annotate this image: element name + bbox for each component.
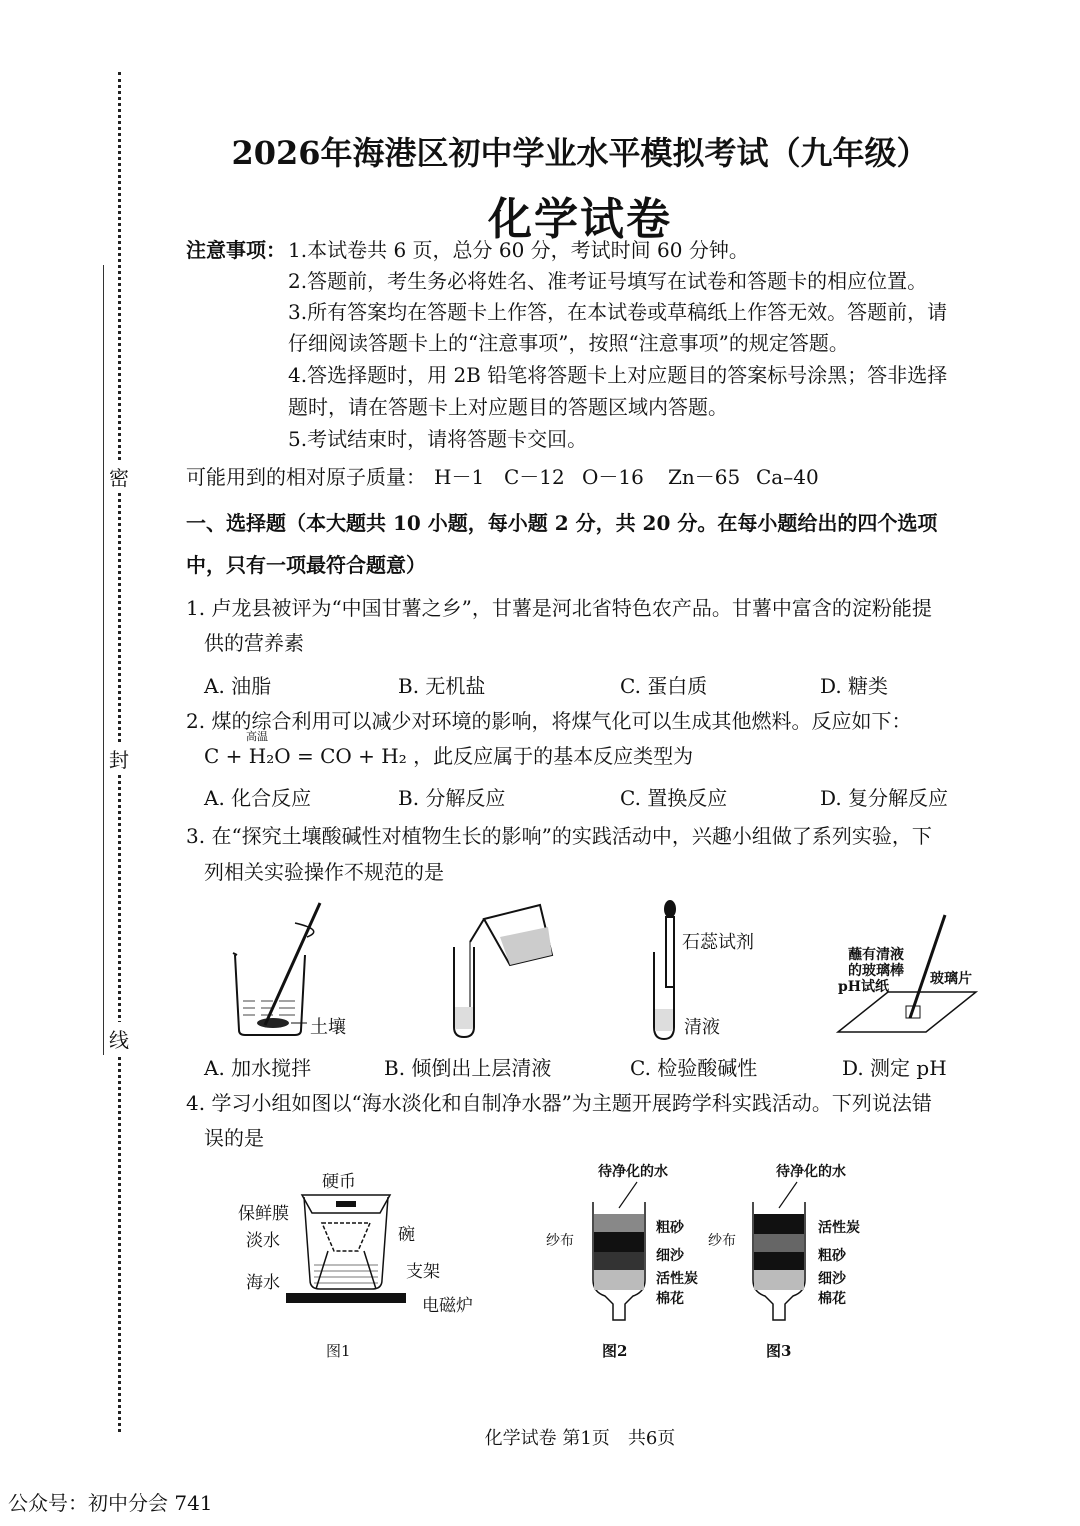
q4-figure-1 bbox=[280, 1185, 420, 1315]
subject-title: 化学试卷 bbox=[488, 194, 672, 245]
note-line-2: 2.答题前，考生务必将姓名、准考证号填写在试卷和答题卡的相应位置。 bbox=[288, 269, 928, 293]
atomic-mass-o: O－16 bbox=[582, 465, 644, 489]
q3-label-glass: 玻璃片 bbox=[930, 971, 972, 987]
q3-stem-line2: 列相关实验操作不规范的是 bbox=[204, 860, 444, 884]
notes-label: 注意事项： bbox=[186, 238, 286, 262]
note-line-6: 题时，请在答题卡上对应题目的答题区域内答题。 bbox=[288, 395, 728, 419]
q4-figure-2 bbox=[585, 1180, 665, 1330]
q1-stem-line1: 1. 卢龙县被评为“中国甘薯之乡”，甘薯是河北省特色农产品。甘薯中富含的淀粉能提 bbox=[186, 596, 932, 620]
q3-label-ph-paper: pH试纸 bbox=[838, 979, 890, 995]
q1-option-a: A. 油脂 bbox=[204, 674, 272, 698]
fig2-caption: 图2 bbox=[602, 1342, 628, 1360]
fig1-label-coin: 硬币 bbox=[322, 1172, 356, 1192]
q3-option-a: A. 加水搅拌 bbox=[204, 1056, 312, 1080]
fig3-layer-3: 细沙 bbox=[818, 1271, 846, 1287]
note-line-5: 4.答选择题时，用 2B 铅笔将答题卡上对应题目的答案标号涂黑；答非选择 bbox=[288, 363, 948, 387]
note-line-3: 3.所有答案均在答题卡上作答，在本试卷或草稿纸上作答无效。答题前，请 bbox=[288, 300, 948, 324]
q3-label-litmus: 石蕊试剂 bbox=[682, 932, 754, 953]
note-line-4: 仔细阅读答题卡上的“注意事项”，按照“注意事项”的规定答题。 bbox=[288, 331, 849, 355]
q3-label-clear: 清液 bbox=[684, 1017, 720, 1038]
q1-option-d: D. 糖类 bbox=[820, 674, 889, 698]
q3-label-soil: 土壤 bbox=[310, 1017, 346, 1038]
fig2-layer-3: 活性炭 bbox=[656, 1271, 698, 1287]
q4-stem-line1: 4. 学习小组如图以“海水淡化和自制净水器”为主题开展跨学科实践活动。下列说法错 bbox=[186, 1091, 932, 1115]
q3-label-rod-2: 的玻璃棒 bbox=[848, 963, 904, 979]
q2-option-a: A. 化合反应 bbox=[204, 786, 312, 810]
fig1-label-stand: 支架 bbox=[406, 1262, 440, 1282]
q3-label-rod-1: 蘸有清液 bbox=[848, 947, 904, 963]
q1-option-c: C. 蛋白质 bbox=[620, 674, 708, 698]
atomic-mass-ca: Ca–40 bbox=[756, 465, 819, 489]
exam-title: 2026年海港区初中学业水平模拟考试（九年级） bbox=[231, 134, 929, 172]
atomic-mass-h: H－1 bbox=[434, 465, 485, 489]
q3-option-d: D. 测定 pH bbox=[842, 1056, 947, 1080]
q4-stem-line2: 误的是 bbox=[204, 1126, 264, 1150]
q3-option-b: B. 倾倒出上层清液 bbox=[384, 1056, 552, 1080]
section1-line1: 一、选择题（本大题共 10 小题，每小题 2 分，共 20 分。在每小题给出的四个选项 bbox=[186, 511, 938, 535]
atomic-mass-zn: Zn－65 bbox=[668, 465, 741, 489]
fig2-label-top: 待净化的水 bbox=[598, 1164, 668, 1180]
note-line-7: 5.考试结束时，请将答题卡交回。 bbox=[288, 427, 588, 451]
atomic-mass-c: C－12 bbox=[504, 465, 565, 489]
fig3-layer-4: 棉花 bbox=[818, 1291, 846, 1307]
note-line-1: 1.本试卷共 6 页，总分 60 分，考试时间 60 分钟。 bbox=[288, 238, 749, 262]
fig3-label-cloth: 纱布 bbox=[708, 1233, 736, 1249]
section1-line2: 中，只有一项最符合题意） bbox=[186, 553, 426, 577]
q2-condition: 高温 bbox=[246, 730, 268, 743]
watermark-text: 公众号：初中分会 741 bbox=[8, 1491, 213, 1515]
margin-mi: 密 bbox=[109, 460, 129, 493]
atomic-mass-label: 可能用到的相对原子质量： bbox=[186, 465, 426, 489]
q2-option-c: C. 置换反应 bbox=[620, 786, 728, 810]
fig1-caption: 图1 bbox=[326, 1342, 351, 1360]
page-footer: 化学试卷 第1页 共6页 bbox=[484, 1428, 676, 1449]
fig1-label-sea-water: 海水 bbox=[246, 1273, 280, 1293]
q4-figure-3 bbox=[745, 1180, 825, 1330]
q2-equation: C + H₂O = CO + H₂ ，此反应属于的基本反应类型为 bbox=[204, 744, 694, 768]
q3-figure-b bbox=[440, 897, 560, 1042]
fig1-label-fresh-water: 淡水 bbox=[246, 1231, 280, 1251]
fig1-label-stove: 电磁炉 bbox=[422, 1296, 473, 1316]
fig3-layer-1: 活性炭 bbox=[818, 1220, 860, 1236]
q2-option-b: B. 分解反应 bbox=[398, 786, 506, 810]
q2-option-d: D. 复分解反应 bbox=[820, 786, 949, 810]
fig1-label-film: 保鲜膜 bbox=[238, 1204, 289, 1224]
fig1-label-bowl: 碗 bbox=[398, 1225, 415, 1245]
fig3-caption: 图3 bbox=[766, 1342, 792, 1360]
fig3-layer-2: 粗砂 bbox=[818, 1248, 846, 1264]
q1-stem-line2: 供的营养素 bbox=[204, 631, 304, 655]
q3-option-c: C. 检验酸碱性 bbox=[630, 1056, 758, 1080]
fig3-label-top: 待净化的水 bbox=[776, 1164, 846, 1180]
fig2-label-cloth: 纱布 bbox=[546, 1233, 574, 1249]
fig2-layer-4: 棉花 bbox=[656, 1291, 684, 1307]
fig2-layer-1: 粗砂 bbox=[656, 1220, 684, 1236]
q1-option-b: B. 无机盐 bbox=[398, 674, 486, 698]
margin-xian: 线 bbox=[109, 1022, 129, 1055]
q3-stem-line1: 3. 在“探究土壤酸碱性对植物生长的影响”的实践活动中，兴趣小组做了系列实验，下 bbox=[186, 824, 932, 848]
q2-stem-line1: 2. 煤的综合利用可以减少对环境的影响，将煤气化可以生成其他燃料。反应如下： bbox=[186, 709, 912, 733]
margin-feng: 封 bbox=[109, 742, 129, 775]
fig2-layer-2: 细沙 bbox=[656, 1248, 684, 1264]
binding-solid-line bbox=[103, 265, 104, 1055]
